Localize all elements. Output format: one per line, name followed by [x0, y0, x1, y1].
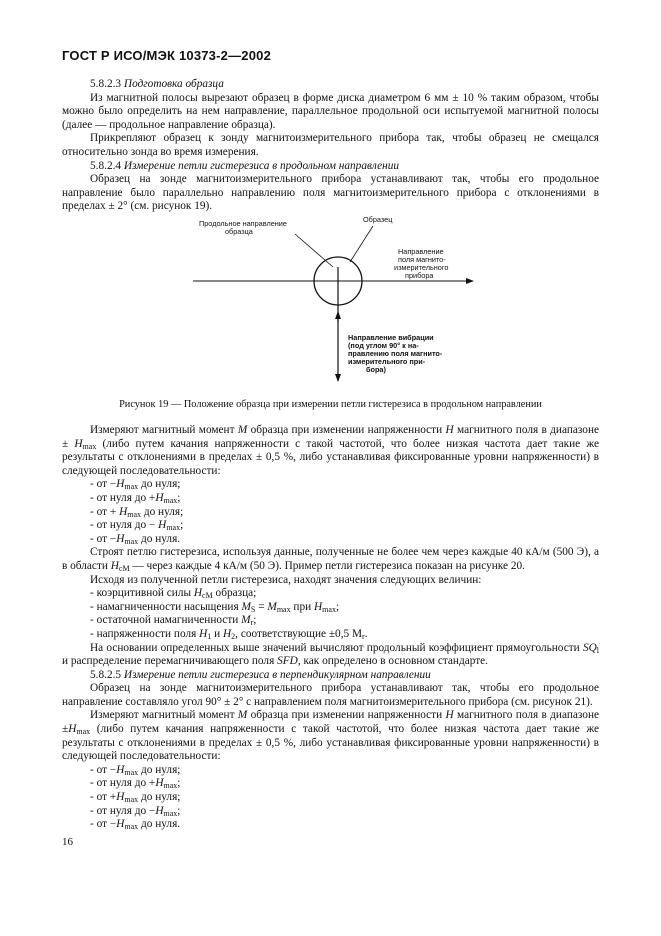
- list-item: - от $-H_{max}$ до нуля.: [90, 818, 599, 832]
- list-item: - от нуля до $+H_{max}$;: [90, 492, 599, 506]
- svg-text:прибора: прибора: [405, 271, 434, 280]
- leader-line-sample: [350, 226, 373, 262]
- paragraph-values-intro: Исходя из полученной петли гистерезиса, находят значения следующих величин:: [90, 573, 482, 586]
- list-item: - намагниченности насыщения $M_S = M_{max}$ при $H_{max}$;: [90, 601, 599, 615]
- section-heading-5825: 5.8.2.5 Измерение петли гистерезиса в перпендикулярном направлении: [90, 668, 431, 681]
- svg-text:измерительного: измерительного: [394, 263, 449, 272]
- figure-19-diagram: [185, 212, 495, 390]
- label-longitudinal: Продольное направление: [199, 219, 287, 228]
- list-item: - от нуля до $-H_{max}$;: [90, 805, 599, 819]
- section-heading-5824: 5.8.2.4 Измерение петли гистерезиса в продольном направлении: [90, 159, 399, 172]
- text-block-top: [62, 78, 599, 214]
- paragraph: Из магнитной полосы вырезают образец в форме диска диаметром 6 мм ± 10 % таким образом, чтобы можно было определить на нем направление, параллельное продольной оси испытуемой магнитной полосы (далее — продольное направление образца).: [62, 91, 599, 131]
- list-item: - от $-H_{max}$ до нуля;: [90, 764, 599, 778]
- list-item: - от $-H_{max}$ до нуля.: [90, 533, 599, 547]
- list-item: - остаточной намагниченности $M_r$;: [90, 614, 599, 628]
- svg-text:образца: образца: [225, 227, 253, 236]
- list-item: - коэрцитивной силы $H_{сМ}$ образца;: [90, 587, 599, 601]
- label-vibration-direction: Направление вибрации: [348, 333, 434, 342]
- values-list: [62, 587, 599, 641]
- svg-text:бора): бора): [366, 365, 386, 374]
- svg-text:поля магнито-: поля магнито-: [398, 255, 446, 264]
- svg-text:(под углом 90° к на-: (под углом 90° к на-: [348, 341, 419, 350]
- label-field-direction: Направление: [398, 247, 444, 256]
- paragraph-measure-moment: Измеряют магнитный момент M образца при изменении напряженности H магнитного поля в диапазоне ± $H_{max}$ (либо путем качания напряженности с такой частотой, что более низкая частота дает такие же результаты с отклонениями в пределах ± 0,5 %, либо устанавливая фиксированные уровни напряженности) в следующей последовательности:: [62, 424, 599, 477]
- paragraph: Образец на зонде магнитоизмерительного прибора устанавливают так, чтобы его продольное направление составляло угол 90° ± 2° с направлением поля магнитоизмерительного прибора (см. рисунок 21).: [62, 682, 599, 708]
- list-item: - от нуля до − $H_{max}$;: [90, 519, 599, 533]
- label-sample: Образец: [363, 215, 393, 224]
- sequence-list-1: [62, 478, 599, 546]
- list-item: - напряженности поля $H_1$ и $H_2$, соответствующие ±0,5 $M_r$.: [90, 628, 599, 642]
- figure-19-caption: Рисунок 19 — Положение образца при измерении петли гистерезиса в продольном направлении: [119, 399, 542, 410]
- paragraph-squareness: На основании определенных выше значений вычисляют продольный коэффициент прямоугольности $SQ_l$ и распределение перемагничивающего поля SFD, как определено в основном стандарте.: [62, 641, 599, 668]
- section-heading-5823: 5.8.2.3 Подготовка образца: [90, 78, 224, 90]
- leader-line-longitudinal: [295, 234, 333, 267]
- list-item: - от нуля до $+H_{max}$;: [90, 777, 599, 791]
- list-item: - от $+H_{max}$ до нуля;: [90, 791, 599, 805]
- figure-caption-block: [62, 398, 599, 412]
- list-item: - от $-H_{max}$ до нуля;: [90, 478, 599, 492]
- page-number: 16: [62, 836, 73, 848]
- text-block-middle: [62, 424, 599, 832]
- paragraph: Прикрепляют образец к зонду магнитоизмерительного прибора так, чтобы образец не смещался относительно зонда во время измерения.: [62, 132, 599, 158]
- svg-text:правлению поля магнито-: правлению поля магнито-: [348, 349, 443, 358]
- paragraph-measure-moment-2: Измеряют магнитный момент M образца при изменении напряженности H магнитного поля в диапазоне $\pm H_{max}$ (либо путем качания напряженности с такой частотой, что более низкая частота дает такие же результаты с отклонениями в пределах ± 0,5 %, либо устанавливая фиксированные уровни напряженности) в следующей последовательности:: [62, 709, 599, 763]
- sequence-list-2: [62, 764, 599, 832]
- paragraph: Образец на зонде магнитоизмерительного прибора устанавливают так, чтобы его продольное направление было параллельно направлению поля магнитоизмерительного прибора с отклонениями в пределах ± 2° (см. рисунок 19).: [62, 173, 599, 213]
- list-item: - от + $H_{max}$ до нуля;: [90, 506, 599, 520]
- document-header: ГОСТ Р ИСО/МЭК 10373-2—2002: [62, 48, 271, 63]
- svg-text:измерительного при-: измерительного при-: [348, 357, 426, 366]
- paragraph-loop: Строят петлю гистерезиса, используя данные, полученные не более чем через каждые 40 кА/м (500 Э), а в области $H_{сМ}$ — через каждые 4 кА/м (50 Э). Пример петли гистерезиса показан на рисунке 20.: [62, 546, 599, 573]
